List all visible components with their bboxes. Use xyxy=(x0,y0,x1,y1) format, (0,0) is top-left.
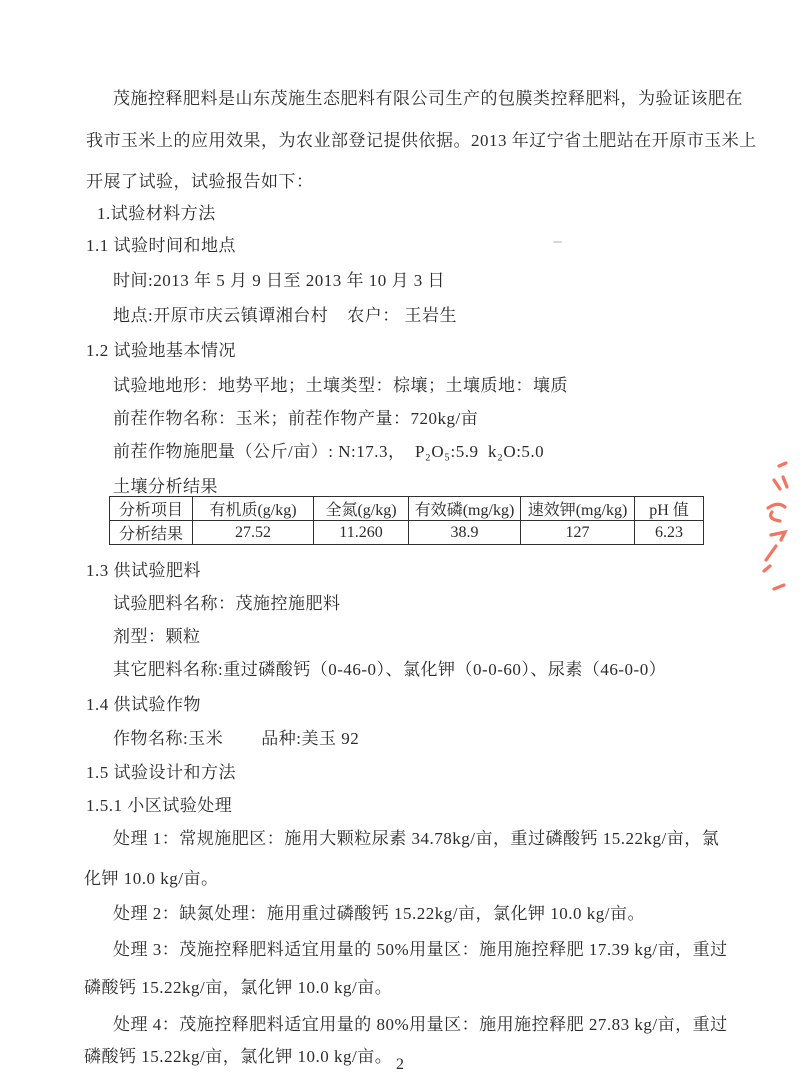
crop-name-line: 作物名称:玉米 品种:美玉 92 xyxy=(113,729,360,748)
section-1-2-heading: 1.2 试验地基本情况 xyxy=(86,341,236,360)
treatment-2-line: 处理 2：缺氮处理：施用重过磷酸钙 15.22kg/亩，氯化钾 10.0 kg/亩。 xyxy=(113,904,645,923)
intro-line-1: 茂施控释肥料是山东茂施生态肥料有限公司生产的包膜类控释肥料，为验证该肥在 xyxy=(113,89,743,108)
table-header-cell: 分析项目 xyxy=(110,497,193,521)
other-fertilizer-line: 其它肥料名称:重过磷酸钙（0-46-0）、氯化钾（0-0-60）、尿素（46-0-0） xyxy=(113,660,667,679)
intro-line-2: 我市玉米上的应用效果，为农业部登记提供依据。2013 年辽宁省土肥站在开原市玉米上 xyxy=(86,131,757,150)
section-1-3-heading: 1.3 供试验肥料 xyxy=(86,561,201,580)
soil-table-result-row xyxy=(110,521,704,545)
table-header-cell: 有效磷(mg/kg) xyxy=(409,497,521,521)
table-header-cell: 有机质(g/kg) xyxy=(193,497,314,521)
treatment-3-line-2: 磷酸钙 15.22kg/亩，氯化钾 10.0 kg/亩。 xyxy=(84,978,393,997)
section-1-heading: 1.试验材料方法 xyxy=(97,204,216,223)
table-header-cell: pH 值 xyxy=(635,497,704,521)
table-value-cell: 6.23 xyxy=(635,521,704,545)
table-value-cell: 127 xyxy=(521,521,635,545)
section-1-4-heading: 1.4 供试验作物 xyxy=(86,695,201,714)
previous-fertilizer-line: 前茬作物施肥量（公斤/亩）: N:17.3， P₂O₅:5.9 k₂O:5.0 xyxy=(113,442,545,461)
treatment-4-line-1: 处理 4：茂施控释肥料适宜用量的 80%用量区：施用施控释肥 27.83 kg/亩，重过 xyxy=(113,1015,728,1034)
location-line: 地点:开原市庆云镇谭湘台村 农户： 王岩生 xyxy=(113,306,457,325)
time-line: 时间:2013 年 5 月 9 日至 2013 年 10 月 3 日 xyxy=(113,271,445,290)
treatment-1-line-1: 处理 1：常规施肥区：施用大颗粒尿素 34.78kg/亩，重过磷酸钙 15.22kg/亩，氯 xyxy=(113,829,720,848)
section-1-1-heading: 1.1 试验时间和地点 xyxy=(86,236,236,255)
table-value-cell: 38.9 xyxy=(409,521,521,545)
red-stamp-fragment-icon xyxy=(755,450,800,610)
scan-artifact xyxy=(553,241,562,243)
terrain-line: 试验地地形：地势平地；土壤类型：棕壤；土壤质地：壤质 xyxy=(113,376,568,395)
table-header-cell: 速效钾(mg/kg) xyxy=(521,497,635,521)
treatment-1-line-2: 化钾 10.0 kg/亩。 xyxy=(84,869,219,888)
dosage-form-line: 剂型：颗粒 xyxy=(113,627,201,646)
section-1-5-1-heading: 1.5.1 小区试验处理 xyxy=(86,796,233,815)
table-header-cell: 全氮(g/kg) xyxy=(314,497,409,521)
treatment-3-line-1: 处理 3：茂施控释肥料适宜用量的 50%用量区：施用施控释肥 17.39 kg/亩，重过 xyxy=(113,940,728,959)
table-value-cell: 27.52 xyxy=(193,521,314,545)
section-1-5-heading: 1.5 试验设计和方法 xyxy=(86,763,236,782)
treatment-4-line-2: 磷酸钙 15.22kg/亩，氯化钾 10.0 kg/亩。 xyxy=(84,1047,393,1066)
page-number: 2 xyxy=(396,1056,404,1073)
previous-crop-line: 前茬作物名称：玉米；前茬作物产量：720kg/亩 xyxy=(113,409,479,428)
intro-line-3: 开展了试验，试验报告如下： xyxy=(86,172,314,191)
fertilizer-name-line: 试验肥料名称：茂施控施肥料 xyxy=(113,594,341,613)
table-value-cell: 11.260 xyxy=(314,521,409,545)
table-value-cell: 分析结果 xyxy=(110,521,193,545)
soil-table-caption: 土壤分析结果 xyxy=(113,477,218,496)
soil-analysis-table xyxy=(109,496,704,545)
soil-table-header-row xyxy=(110,497,704,521)
